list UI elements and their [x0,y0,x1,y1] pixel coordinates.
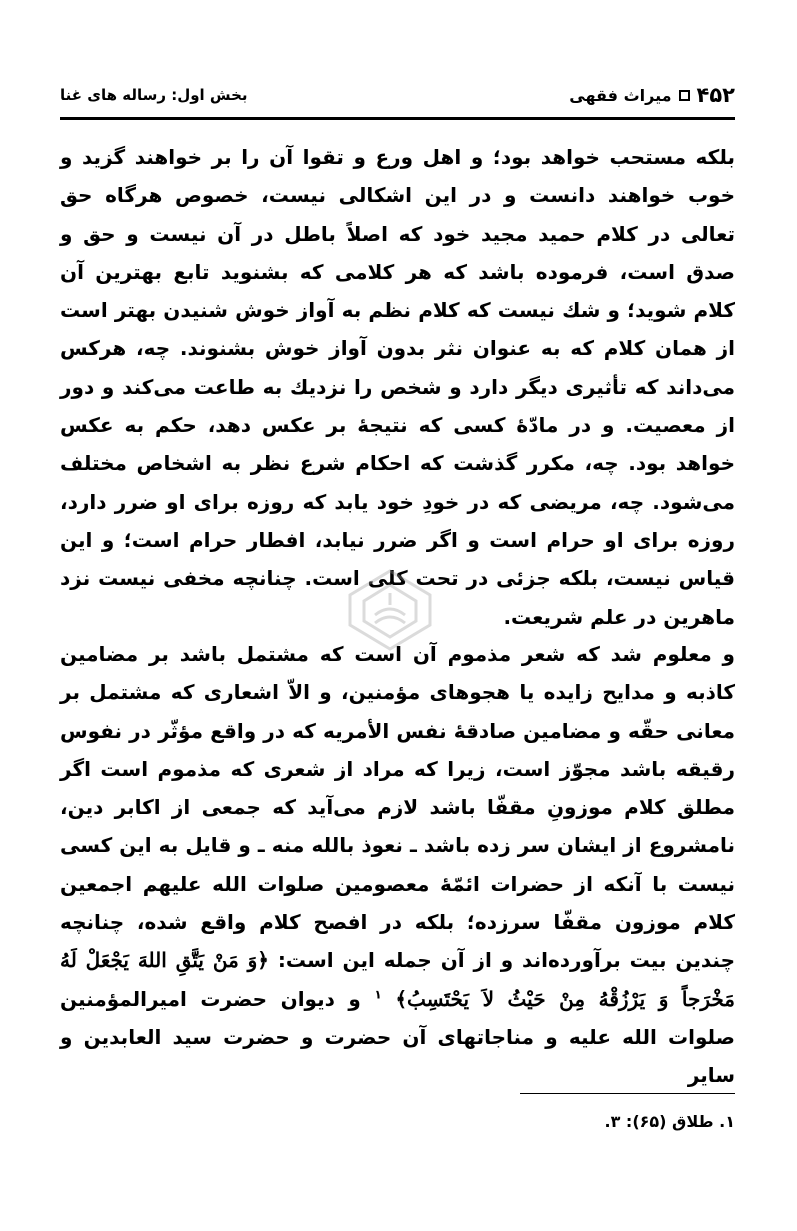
footnote: ۱. طلاق (۶۵): ۳. [604,1112,735,1131]
page-number: ۴۵۲ [696,83,735,107]
header-title-group [569,83,735,107]
paragraph-2 [60,635,735,1095]
book-title: میراث فقهی [569,85,672,105]
footnote-divider [520,1093,735,1094]
paragraph-2-text: و معلوم شد که شعر مذموم آن است که مشتمل باشد بر مضامین کاذبه و مدایح زایده یا هجوهای مؤمنین، و الاّ اشعاری که مشتمل بر معانی حقّه و مضامین صادقهٔ نفس الأمریه که در واقع مؤثّر در نفوس رقیقه باشد مجوّز است، زیرا که مراد از شعری که مذموم است اگر مطلق کلام موزونِ مقفّا باشد لازم می‌آید که جمعی از اکابر دین، نامشروع از ایشان سر زده باشد ـ نعوذ بالله منه ـ و قایل به این کسی نیست با آنکه از حضرات ائمّهٔ معصومین صلوات الله علیهم اجمعین کلام موزون مقفّا سرزده؛ بلکه در افصح کلام واقع شده، چنانچه چندین بیت برآورده‌اند و از آن جمله این است: [60,642,735,973]
page-header [60,78,735,112]
section-title: بخش اول: رساله های غنا [60,86,248,104]
header-divider [60,117,735,120]
footnote-marker: ۱ [374,987,382,1002]
paragraph-1: بلکه مستحب خواهد بود؛ و اهل ورع و تقوا آن را بر خواهند گزید و خوب خواهند دانست و در این اشکالی نیست، خصوص هرگاه حق تعالی در کلام حمید مجید خود که اصلاً باطل در آن نیست و حق و صدق است، فرموده باشد که هر کلامی که بشنوید تابع بهترین آن کلام شوید؛ و شك نیست که کلام نظم به آواز خوش شنیدن بهتر است از همان کلام که به عنوان نثر بدون آواز خوش بشنوند. چه، هرکس می‌داند که تأثیری دیگر دارد و شخص را نزدیك به طاعت می‌کند و دور از معصیت. و در مادّهٔ کسی که نتیجهٔ بر عکس دهد، حکم به عکس خواهد بود. چه، مکرر گذشت که احکام شرع نظر به اشخاص مختلف می‌شود. چه، مریضی که در خودِ خود یابد که روزه برای او ضرر دارد، روزه برای او حرام است و اگر ضرر نیابد، افطار حرام است؛ و این قیاس نیست، بلکه جزئی در تحت کلی است. چنانچه مخفی نیست نزد ماهرین در علم شریعت. [60,145,735,629]
library-seal-icon [330,565,450,655]
square-icon [679,90,690,101]
quran-verse: ﴿وَ مَنْ يَتَّقِ اللهَ يَجْعَلْ لَهُ مَخْرَجاً وَ يَرْزُقْهُ مِنْ حَيْثُ لاَ يَحْتَسِبُ﴾ [60,948,736,1011]
paragraph-2-continuation: و دیوان حضرت امیرالمؤمنین صلوات الله علیه و مناجاتهای آن حضرت و حضرت سید العابدین و سایر [60,986,735,1088]
